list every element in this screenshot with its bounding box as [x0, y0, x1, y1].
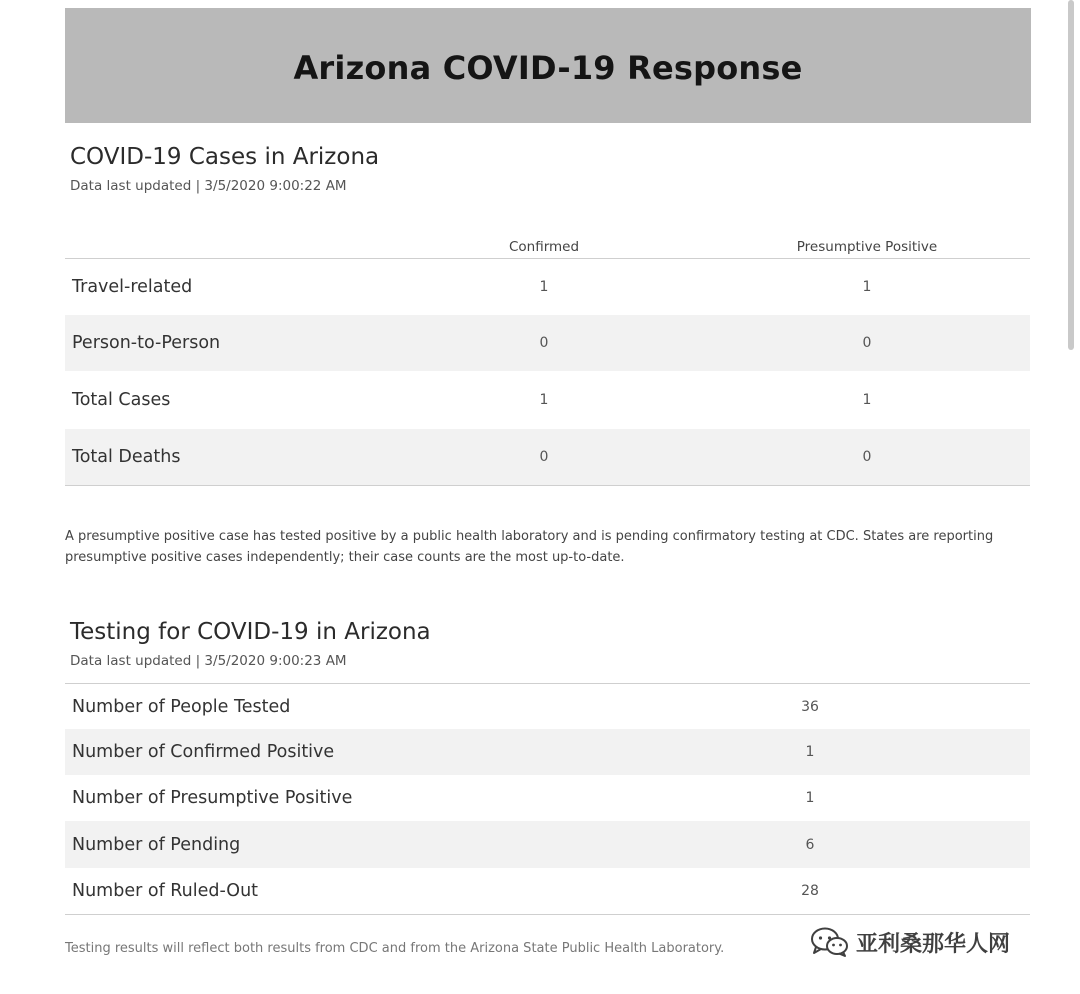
confirmed-value: 0 [539, 335, 549, 351]
row-label: Total Cases [72, 390, 171, 410]
row-label: Number of Presumptive Positive [72, 788, 353, 808]
table-row [65, 372, 1030, 428]
watermark [810, 926, 1010, 958]
row-value: 28 [801, 883, 819, 899]
row-label: Travel-related [72, 276, 193, 297]
confirmed-value: 1 [539, 392, 549, 408]
row-label: Number of Ruled-Out [72, 881, 259, 901]
cases-title: COVID-19 Cases in Arizona [70, 144, 380, 170]
table-row [65, 821, 1030, 868]
presumptive-note: A presumptive positive case has tested positive by a public health laboratory and is pending confirmatory testing at CDC. States are reporting presumptive positive cases independently; their case counts are the most up-to-date. [65, 529, 994, 565]
table-row [65, 868, 1030, 914]
testing-updated: Data last updated | 3/5/2020 9:00:23 AM [70, 653, 347, 669]
column-header-presumptive: Presumptive Positive [796, 239, 938, 255]
table-row [65, 729, 1030, 775]
row-label: Person-to-Person [72, 333, 221, 353]
testing-title: Testing for COVID-19 in Arizona [70, 619, 431, 645]
cases-updated: Data last updated | 3/5/2020 9:00:22 AM [70, 178, 347, 194]
header-banner [65, 8, 1031, 123]
confirmed-value: 1 [539, 278, 549, 295]
table-row [65, 775, 1030, 821]
presumptive-value: 1 [862, 278, 872, 295]
presumptive-value: 1 [862, 392, 872, 408]
presumptive-value: 0 [862, 449, 872, 465]
table-row [65, 315, 1030, 371]
watermark-text: 亚利桑那华人网 [856, 931, 1011, 957]
table-row [65, 684, 1030, 729]
divider [65, 914, 1030, 915]
row-label: Number of Pending [72, 834, 241, 855]
confirmed-value: 0 [539, 449, 549, 465]
row-label: Number of Confirmed Positive [72, 742, 335, 762]
row-label: Number of People Tested [72, 696, 291, 717]
row-value: 6 [805, 836, 815, 853]
row-label: Total Deaths [72, 447, 181, 467]
row-value: 36 [801, 698, 819, 715]
wechat-icon [810, 926, 850, 958]
divider [65, 485, 1030, 486]
scrollbar[interactable] [1068, 0, 1074, 350]
presumptive-value: 0 [862, 335, 872, 351]
page-title: Arizona COVID-19 Response [293, 48, 803, 87]
table-row [65, 429, 1030, 485]
table-row [65, 259, 1030, 314]
row-value: 1 [805, 744, 815, 760]
row-value: 1 [805, 790, 815, 806]
testing-footnote: Testing results will reflect both results from CDC and from the Arizona State Public Health Laboratory. [65, 941, 725, 956]
column-header-confirmed: Confirmed [508, 239, 580, 255]
